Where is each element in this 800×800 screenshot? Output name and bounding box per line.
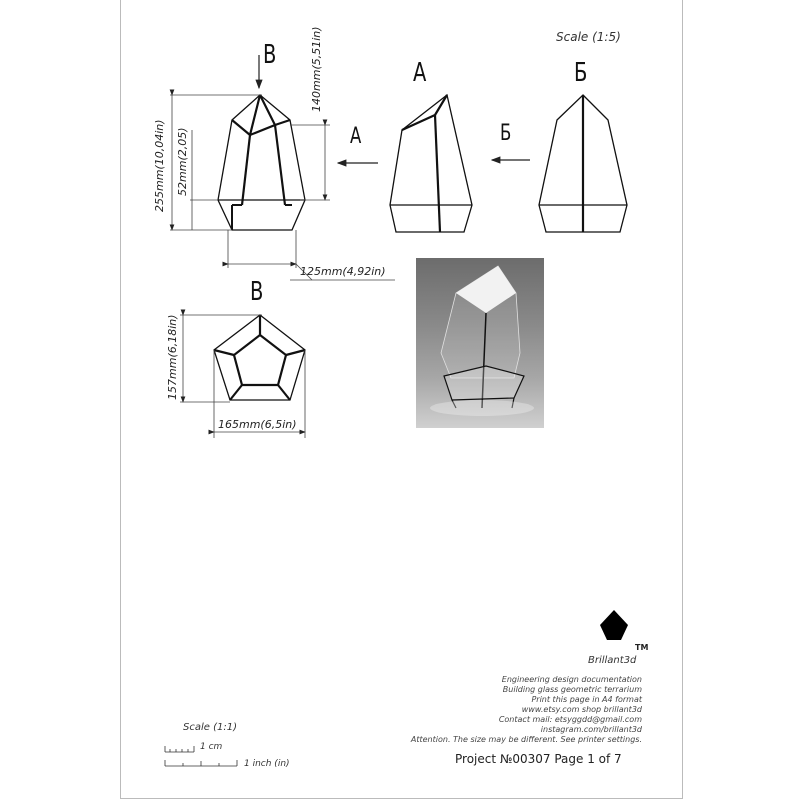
dim-bottom-width: 165mm(6,5in) (218, 418, 297, 431)
info-line: Building glass geometric terrarium (502, 685, 642, 694)
dim-mid-height: 52mm(2,05) (176, 127, 189, 196)
scale-bottom-label: Scale (1:1) (183, 722, 237, 733)
label-bottom-view-v: В (250, 277, 264, 307)
info-line: Print this page in A4 format (531, 695, 642, 704)
info-line: instagram.com/brillant3d (540, 725, 642, 734)
project-number: Project №00307 Page 1 of 7 (455, 752, 622, 766)
trademark: TM (635, 643, 649, 652)
info-line: Engineering design documentation (501, 675, 642, 684)
label-view-a: А (413, 58, 427, 88)
info-block (411, 675, 642, 745)
dim-top-height: 140mm(5,51in) (310, 26, 323, 112)
scale-cm-label: 1 cm (200, 742, 223, 752)
bottom-view-v (214, 315, 305, 400)
front-view (218, 95, 305, 230)
brand-logo-icon (600, 610, 628, 640)
dim-bottom-depth: 157mm(6,18in) (166, 314, 179, 400)
info-line: Contact mail: etsyggdd@gmail.com (498, 715, 642, 724)
info-line: www.etsy.com shop brillant3d (521, 705, 642, 714)
side-view-b (539, 95, 627, 232)
scale-inch-label: 1 inch (in) (244, 759, 290, 769)
label-view-b: Б (574, 58, 588, 88)
label-view-v: В (263, 40, 277, 70)
dim-base-width: 125mm(4,92in) (300, 265, 386, 278)
side-view-a (390, 95, 472, 232)
info-line: Attention. The size may be different. See printer settings. (410, 735, 642, 744)
brand-name: Brillant3d (588, 655, 637, 666)
dim-total-height: 255mm(10,04in) (153, 119, 166, 212)
terrarium-photo (416, 258, 544, 428)
label-arrow-a: А (350, 124, 362, 149)
label-arrow-b: Б (500, 121, 512, 146)
scale-top-label: Scale (1:5) (556, 30, 621, 44)
